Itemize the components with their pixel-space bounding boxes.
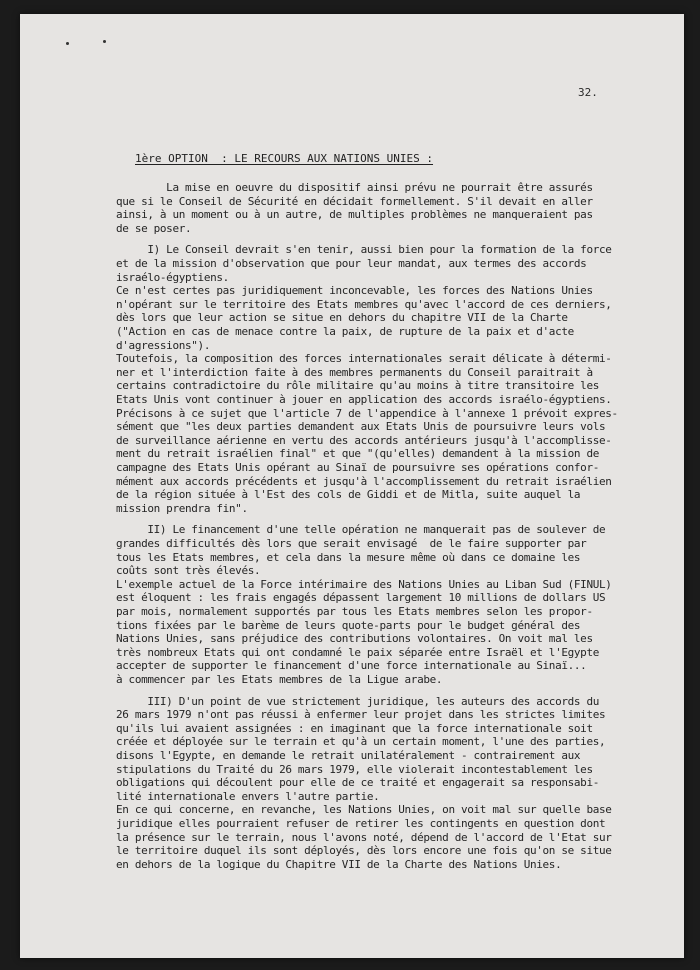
text-line: israélo-égyptiens. (116, 270, 229, 284)
text-line: mission prendra fin". (116, 501, 248, 515)
text-line: mément aux accords précédents et jusqu'à l'accomplissement du retrait israélien (116, 474, 612, 488)
text-line: campagne des Etats Unis opérant au Sinaï de poursuivre ses opérations confor- (116, 461, 599, 474)
text-line: stipulations du Traité du 26 mars 1979, elle violerait incontestablement les (116, 762, 593, 776)
text-line: de se poser. (116, 221, 192, 235)
text-line: que si le Conseil de Sécurité en décidait formellement. S'il devait en aller (116, 194, 593, 208)
text-line: II) Le financement d'une telle opération ne manquerait pas de soulever de (116, 523, 606, 537)
text-line: par mois, normalement supportés par tous les Etats membres selon les propor- (116, 605, 593, 618)
page-number: 32. (578, 86, 598, 99)
text-line: coûts sont très élevés. (116, 564, 261, 578)
text-line: n'opérant sur le territoire des Etats membres qu'avec l'accord de ces derniers, (116, 297, 612, 311)
text-line: ainsi, à un moment ou à un autre, de multiples problèmes ne manqueraient pas (116, 208, 593, 222)
text-line: sément que "les deux parties demandent aux Etats Unis de poursuivre leurs vols (116, 420, 606, 434)
text-line: créée et déployée sur le terrain et qu'à un certain moment, l'une des parties, (116, 735, 606, 749)
section-heading: 1ère OPTION : LE RECOURS AUX NATIONS UNIES : (135, 152, 434, 165)
text-line: obligations qui découlent pour elle de ce traité et engagerait sa responsabi- (116, 776, 599, 790)
text-line: grandes difficultés dès lors que serait envisagé de le faire supporter par (116, 537, 587, 550)
text-line: I) Le Conseil devrait s'en tenir, aussi bien pour la formation de la force (116, 243, 612, 257)
text-line: la présence sur le terrain, nous l'avons noté, dépend de l'accord de l'Etat sur (116, 830, 612, 844)
text-line: ("Action en cas de menace contre la paix, de rupture de la paix et d'acte (116, 325, 574, 338)
text-line: d'agressions"). (116, 338, 211, 352)
text-line: lité internationale envers l'autre partie. (116, 789, 380, 803)
text-line: 26 mars 1979 n'ont pas réussi à enfermer leur projet dans les strictes limites (116, 708, 606, 722)
text-line: le territoire duquel ils sont déployés, dès lors encore une fois qu'on se situe (116, 844, 612, 858)
text-line: certains contradictoire du rôle militaire qu'au moins à titre transitoire les (116, 379, 599, 393)
text-line: Précisons à ce sujet que l'article 7 de l'appendice à l'annexe 1 prévoit expres- (116, 406, 618, 420)
punch-mark (103, 40, 106, 43)
text-line: Nations Unies, sans préjudice des contributions volontaires. On voit mal les (116, 632, 593, 646)
punch-mark (66, 42, 69, 45)
text-line: juridique elles pourraient refuser de retirer les contingents en question dont (116, 817, 606, 830)
text-line: En ce qui concerne, en revanche, les Nations Unies, on voit mal sur quelle base (116, 803, 612, 817)
text-line: Etats Unis vont continuer à jouer en application des accords israélo-égyptiens. (116, 393, 612, 406)
text-line: Ce n'est certes pas juridiquement inconcevable, les forces des Nations Unies (116, 284, 593, 298)
text-line: en dehors de la logique du Chapitre VII de la Charte des Nations Unies. (116, 857, 562, 871)
text-line: III) D'un point de vue strictement juridique, les auteurs des accords du (116, 694, 599, 708)
text-line: tions fixées par le barème de leurs quote-parts pour le budget général des (116, 618, 581, 632)
text-line: et de la mission d'observation que pour leur mandat, aux termes des accords (116, 257, 587, 270)
text-line: tous les Etats membres, et cela dans la mesure même où dans ce domaine les (116, 550, 581, 564)
text-line: disons l'Egypte, en demande le retrait unilatéralement - contrairement aux (116, 749, 581, 762)
text-line: très nombreux Etats qui ont condamné le paix séparée entre Israël et l'Egypte (116, 645, 599, 659)
text-line: dès lors que leur action se situe en dehors du chapitre VII de la Charte (116, 311, 568, 325)
text-line: La mise en oeuvre du dispositif ainsi prévu ne pourrait être assurés (116, 181, 593, 194)
text-line: de la région située à l'Est des cols de Giddi et de Mitla, suite auquel la (116, 488, 581, 502)
text-line: ment du retrait israélien final" et que "(qu'elles) demandent à la mission de (116, 447, 599, 461)
text-line: L'exemple actuel de la Force intérimaire des Nations Unies au Liban Sud (FINUL) (116, 577, 612, 591)
text-line: de surveillance aérienne en vertu des accords antérieurs jusqu'à l'accomplisse- (116, 433, 612, 447)
text-line: à commencer par les Etats membres de la Ligue arabe. (116, 673, 443, 686)
text-line: accepter de supporter le financement d'une force internationale au Sinaï... (116, 659, 587, 673)
text-line: ner et l'interdiction faite à des membres permanents du Conseil paraitrait à (116, 365, 593, 379)
text-line: Toutefois, la composition des forces internationales serait délicate à détermi- (116, 352, 612, 366)
text-line: qu'ils lui avaient assignées : en imaginant que la force internationale soit (116, 721, 593, 735)
text-line: est éloquent : les frais engagés dépassent largement 10 millions de dollars US (116, 591, 606, 605)
